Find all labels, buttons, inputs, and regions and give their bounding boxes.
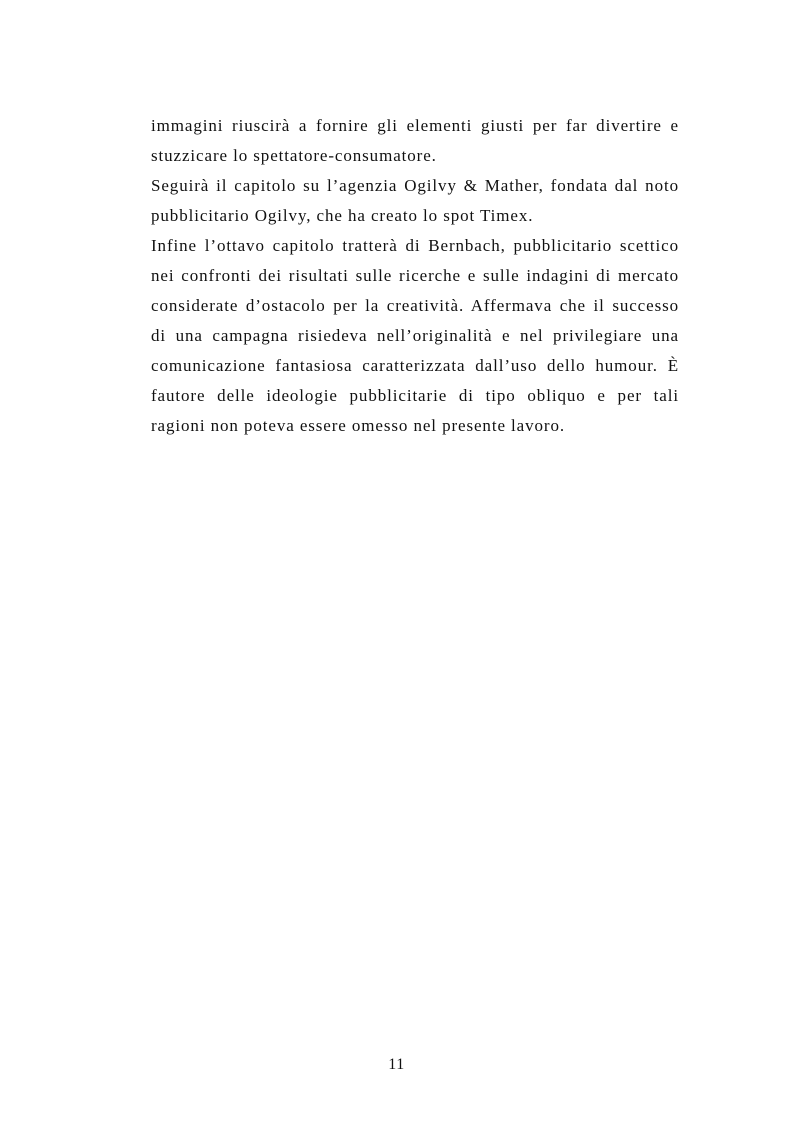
page-number: 11 (388, 1056, 405, 1073)
paragraph: immagini riuscirà a fornire gli elementi giusti per far divertire e stuzzicare lo spettatore-consumatore. (151, 116, 679, 165)
paragraph: Seguirà il capitolo su l’agenzia Ogilvy & Mather, fondata dal noto pubblicitario Ogilvy, che ha creato lo spot Timex. (151, 176, 679, 225)
paragraph: Infine l’ottavo capitolo tratterà di Bernbach, pubblicitario scettico nei confronti dei risultati sulle ricerche e sulle indagini di mercato considerate d’ostacolo per la creatività. Affermava che il successo di una campagna risiedeva nell’originalità e nel privilegiare una comunicazione fantasiosa caratterizzata dall’uso dello humour. È fautore delle ideologie pubblicitarie di tipo obliquo e per tali ragioni non poteva essere omesso nel presente lavoro. (151, 236, 679, 435)
body-text (151, 111, 679, 441)
